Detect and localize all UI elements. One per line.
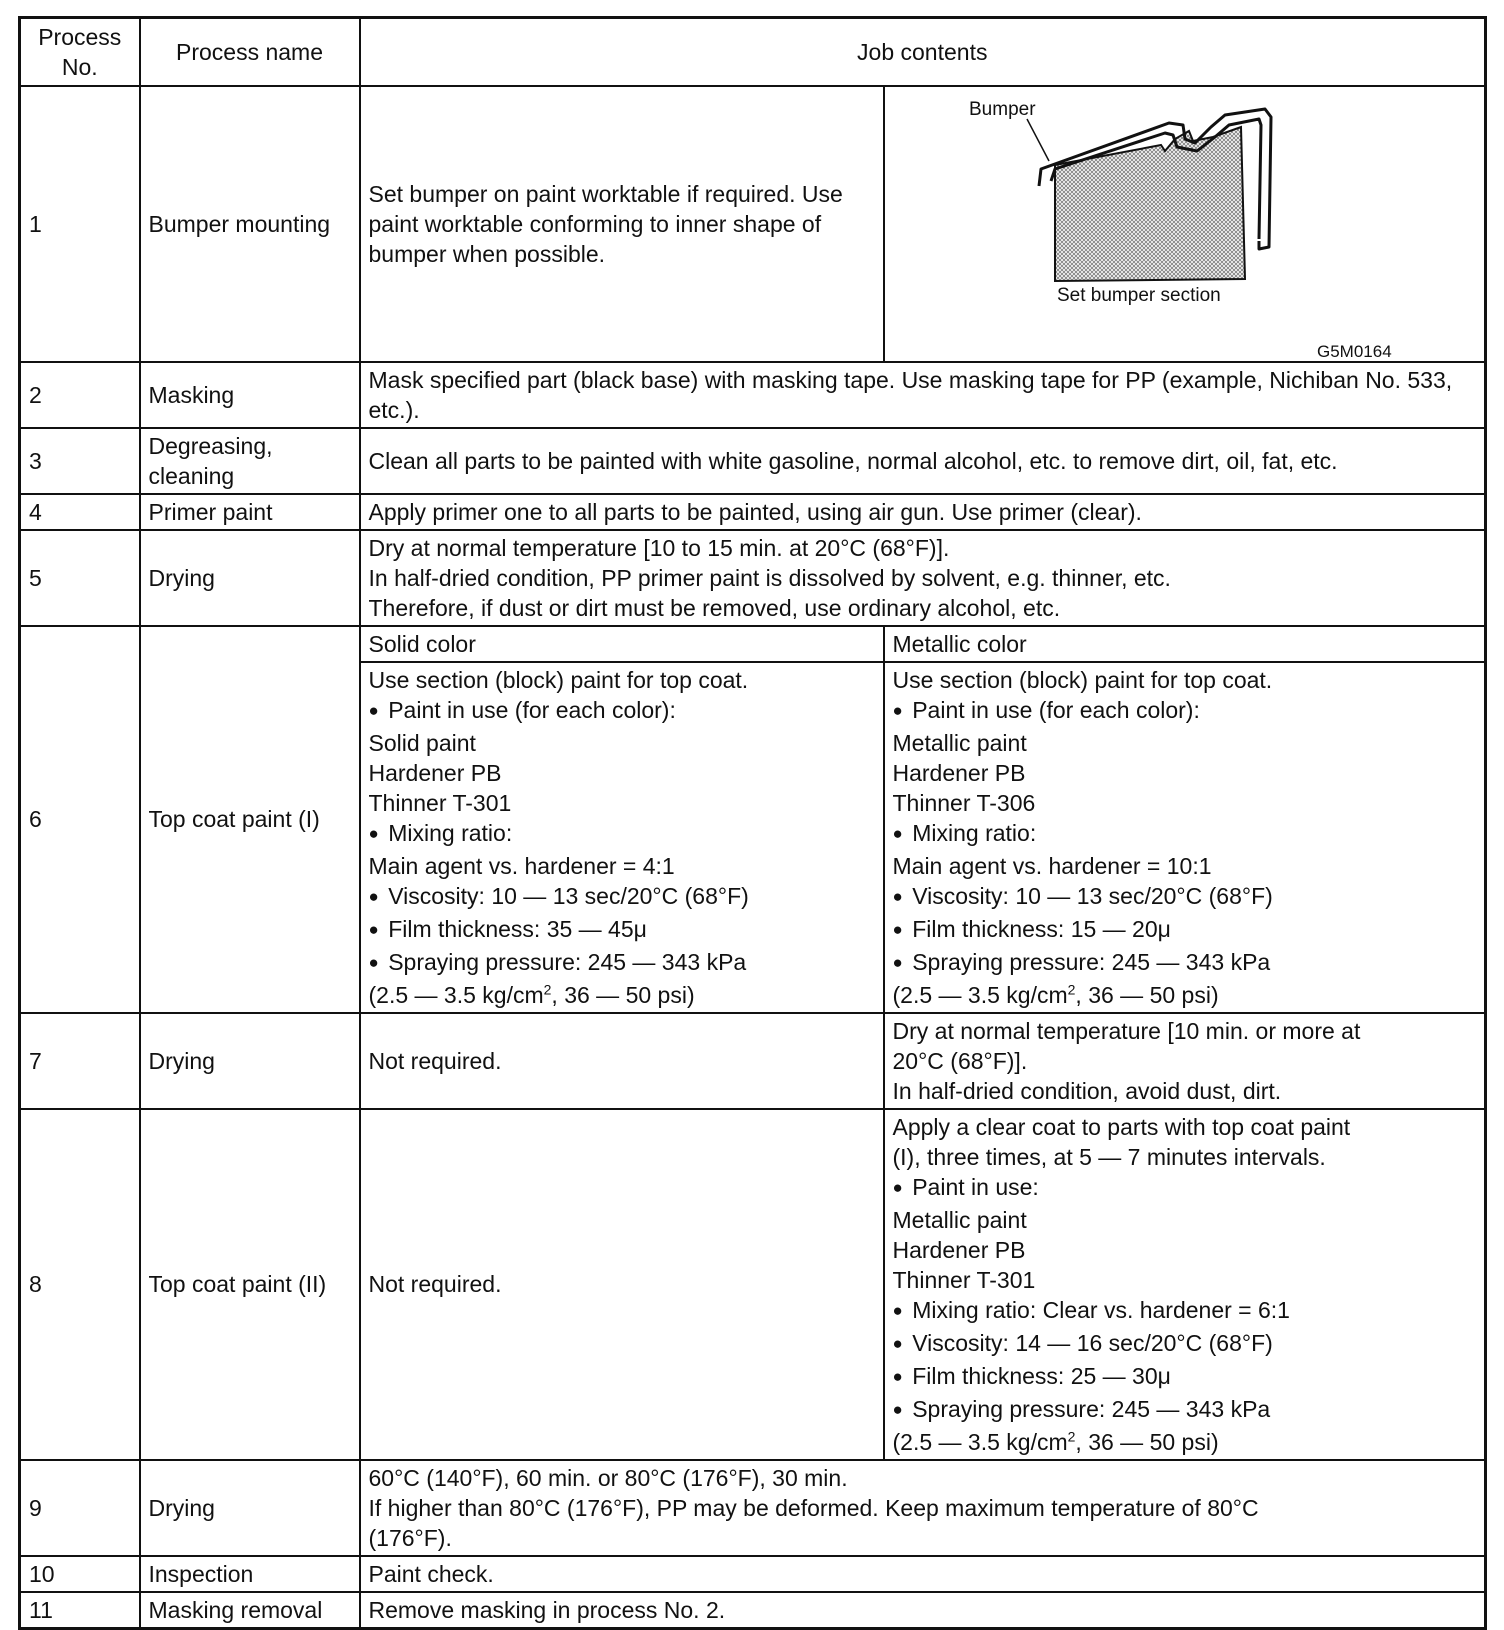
text-line: Dry at normal temperature [10 min. or more at (892, 1017, 1361, 1044)
table-row (20, 1013, 1486, 1109)
text-line: (176°F). (368, 1524, 452, 1551)
bullet-item: ● Spraying pressure: 245 — 343 kPa (369, 947, 875, 980)
table-row (20, 428, 1486, 494)
text-line: Hardener PB (892, 1236, 1026, 1263)
bullet-item: ● Paint in use (for each color): (369, 695, 875, 728)
table-row (20, 1460, 1486, 1556)
bullet-item: ● Paint in use (for each color): (893, 695, 1477, 728)
text-line: Thinner T-301 (892, 1266, 1036, 1293)
bullet-item: ● Mixing ratio: (369, 818, 875, 851)
text-line: Metallic paint (892, 729, 1027, 756)
metallic-color-contents (884, 662, 1486, 1013)
process-number: 1 (20, 86, 140, 362)
solid-color-contents: Not required. (360, 1013, 884, 1109)
job-text: Clean all parts to be painted with white gasoline, normal alcohol, etc. to remove dirt, oil, fat, etc. (360, 428, 1486, 494)
worktable-block (1055, 127, 1245, 281)
table-row (20, 86, 1486, 362)
process-name: Primer paint (140, 494, 360, 530)
text-line: Main agent vs. hardener = 10:1 (892, 852, 1212, 879)
table-row (20, 530, 1486, 626)
text-line: (I), three times, at 5 — 7 minutes intervals. (892, 1143, 1326, 1170)
metallic-color-header: Metallic color (884, 626, 1486, 662)
bullet-item: ● Paint in use: (893, 1172, 1477, 1205)
job-text: Paint check. (360, 1556, 1486, 1592)
superscript: 2 (543, 980, 552, 997)
text-line: Metallic paint (892, 1206, 1027, 1233)
text-line: 60°C (140°F), 60 min. or 80°C (176°F), 30 min. (368, 1464, 848, 1491)
bumper-figure-cell (884, 86, 1486, 362)
solid-color-header: Solid color (360, 626, 884, 662)
process-name: Top coat paint (I) (140, 626, 360, 1013)
pressure-line (893, 980, 1477, 1010)
process-name: Top coat paint (II) (140, 1109, 360, 1460)
metallic-color-contents (884, 1013, 1486, 1109)
process-table (18, 16, 1487, 1630)
text-line: Use section (block) paint for top coat. (892, 666, 1273, 693)
text-line: Thinner T-301 (368, 789, 512, 816)
header-job-contents: Job contents (360, 18, 1486, 86)
pressure-text: , 36 — 50 psi) (1075, 981, 1219, 1008)
process-number: 6 (20, 626, 140, 1013)
header-process-name: Process name (140, 18, 360, 86)
process-name: Masking (140, 362, 360, 428)
bullet-item: ● Viscosity: 10 — 13 sec/20°C (68°F) (369, 881, 875, 914)
text-line: 20°C (68°F)]. (892, 1047, 1028, 1074)
process-name: Drying (140, 530, 360, 626)
text-line: Solid paint (368, 729, 476, 756)
job-text (360, 530, 1486, 626)
process-name: Drying (140, 1013, 360, 1109)
table-row (20, 1109, 1486, 1460)
process-name: Inspection (140, 1556, 360, 1592)
bullet-item: ● Film thickness: 25 — 30μ (893, 1361, 1477, 1394)
bullet-item: ● Film thickness: 35 — 45μ (369, 914, 875, 947)
process-name: Degreasing, cleaning (140, 428, 360, 494)
process-name: Masking removal (140, 1592, 360, 1629)
set-bumper-section-label: Set bumper section (1056, 284, 1221, 306)
job-text: Remove masking in process No. 2. (360, 1592, 1486, 1629)
pressure-text: (2.5 — 3.5 kg/cm (368, 981, 544, 1008)
text-line: Use section (block) paint for top coat. (368, 666, 749, 693)
text-line: Hardener PB (368, 759, 502, 786)
text-line: In half-dried condition, avoid dust, dirt. (892, 1077, 1282, 1104)
text-line: Therefore, if dust or dirt must be removed, use ordinary alcohol, etc. (368, 594, 1061, 621)
solid-color-contents (360, 662, 884, 1013)
text-line: If higher than 80°C (176°F), PP may be deformed. Keep maximum temperature of 80°C (368, 1494, 1259, 1521)
bullet-item: ● Viscosity: 10 — 13 sec/20°C (68°F) (893, 881, 1477, 914)
superscript: 2 (1067, 980, 1076, 997)
process-number: 4 (20, 494, 140, 530)
job-text: Set bumper on paint worktable if required. Use paint worktable conforming to inner shape of bumper when possible. (360, 86, 884, 362)
bullet-item: ● Spraying pressure: 245 — 343 kPa (893, 1394, 1477, 1427)
metallic-color-contents (884, 1109, 1486, 1460)
process-name: Drying (140, 1460, 360, 1556)
pressure-line (893, 1427, 1477, 1457)
figure-code: G5M0164 (1316, 341, 1392, 359)
process-number: 11 (20, 1592, 140, 1629)
solid-color-contents: Not required. (360, 1109, 884, 1460)
pressure-text: (2.5 — 3.5 kg/cm (892, 981, 1068, 1008)
process-number: 2 (20, 362, 140, 428)
header-row (20, 18, 1486, 86)
process-number: 3 (20, 428, 140, 494)
job-text: Mask specified part (black base) with masking tape. Use masking tape for PP (example, Nichiban No. 533, etc.). (360, 362, 1486, 428)
text-line: Apply a clear coat to parts with top coat paint (892, 1113, 1351, 1140)
bumper-label: Bumper (968, 98, 1036, 120)
header-process-no: Process No. (20, 18, 140, 86)
text-line: Hardener PB (892, 759, 1026, 786)
bullet-item: ● Spraying pressure: 245 — 343 kPa (893, 947, 1477, 980)
process-number: 7 (20, 1013, 140, 1109)
table-row (20, 362, 1486, 428)
process-number: 9 (20, 1460, 140, 1556)
table-row (20, 1556, 1486, 1592)
bullet-item: ● Film thickness: 15 — 20μ (893, 914, 1477, 947)
process-number: 5 (20, 530, 140, 626)
text-line: Thinner T-306 (892, 789, 1036, 816)
job-text: Apply primer one to all parts to be painted, using air gun. Use primer (clear). (360, 494, 1486, 530)
table-row (20, 626, 1486, 662)
bumper-leader-line (1027, 119, 1049, 161)
process-number: 10 (20, 1556, 140, 1592)
text-line: In half-dried condition, PP primer paint is dissolved by solvent, e.g. thinner, etc. (368, 564, 1171, 591)
table-row (20, 494, 1486, 530)
superscript: 2 (1067, 1427, 1076, 1444)
pressure-text: (2.5 — 3.5 kg/cm (892, 1428, 1068, 1455)
job-text (360, 1460, 1486, 1556)
pressure-text: , 36 — 50 psi) (551, 981, 695, 1008)
bullet-item: ● Viscosity: 14 — 16 sec/20°C (68°F) (893, 1328, 1477, 1361)
text-line: Dry at normal temperature [10 to 15 min. at 20°C (68°F)]. (368, 534, 950, 561)
process-number: 8 (20, 1109, 140, 1460)
bumper-section-figure (893, 89, 1486, 359)
pressure-text: , 36 — 50 psi) (1075, 1428, 1219, 1455)
text-line: Main agent vs. hardener = 4:1 (368, 852, 675, 879)
process-name: Bumper mounting (140, 86, 360, 362)
bullet-item: ● Mixing ratio: Clear vs. hardener = 6:1 (893, 1295, 1477, 1328)
bullet-item: ● Mixing ratio: (893, 818, 1477, 851)
table-row (20, 1592, 1486, 1629)
pressure-line (369, 980, 875, 1010)
